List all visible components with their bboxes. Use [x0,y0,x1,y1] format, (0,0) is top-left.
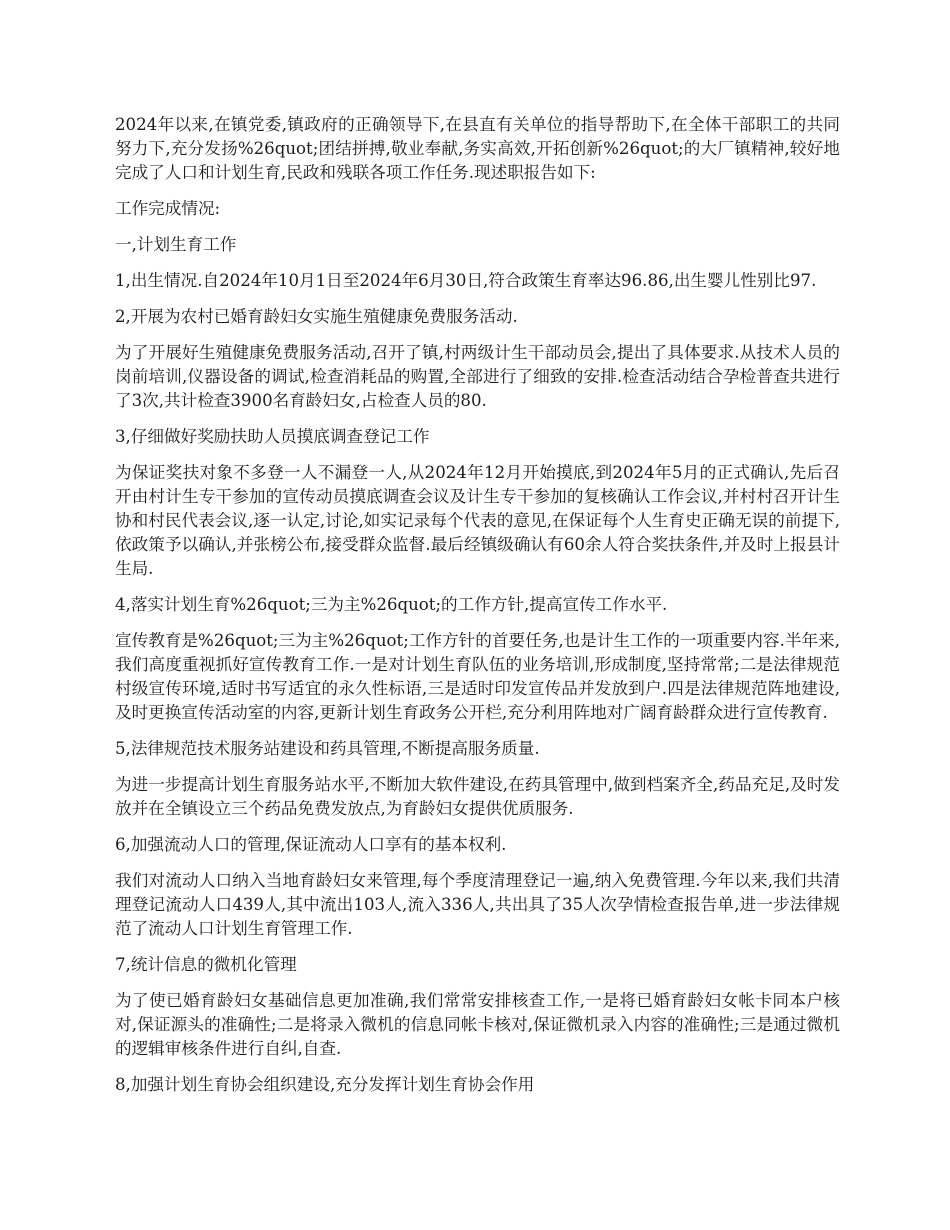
item-2-body: 为了开展好生殖健康免费服务活动,召开了镇,村两级计生干部动员会,提出了具体要求.从技术人员的岗前培训,仪器设备的调试,检查消耗品的购置,全部进行了细致的安排.检查活动结合孕检普查共进行了3次,共计检查3900名育龄妇女,占检查人员的80. [115,343,840,410]
item-4-body: 宣传教育是%26quot;三为主%26quot;工作方针的首要任务,也是计生工作的一项重要内容.半年来,我们高度重视抓好宣传教育工作.一是对计划生育队伍的业务培训,形成制度,坚持常常;二是法律规范村级宣传环境,适时书写适宜的永久性标语,三是适时印发宣传品并发放到户.四是法律规范阵地建设,及时更换宣传活动室的内容,更新计划生育政务公开栏,充分利用阵地对广阔育龄群众进行宣传教育. [115,631,840,722]
item-4-heading: 4,落实计划生育%26quot;三为主%26quot;的工作方针,提高宣传工作水平. [115,595,668,614]
item-6-heading: 6,加强流动人口的管理,保证流动人口享有的基本权利. [115,835,507,854]
item-5-heading: 5,法律规范技术服务站建设和药具管理,不断提高服务质量. [115,739,540,758]
heading-family-planning: 一,计划生育工作 [115,235,237,254]
section-label-work-completion: 工作完成情况: [115,199,221,218]
intro-paragraph: 2024年以来,在镇党委,镇政府的正确领导下,在县直有关单位的指导帮助下,在全体干部职工的共同努力下,充分发扬%26quot;团结拼搏,敬业奉献,务实高效,开拓创新%26quot;的大厂镇精神,较好地完成了人口和计划生育,民政和残联各项工作任务.现述职报告如下: [115,115,840,182]
item-7-body: 为了使已婚育龄妇女基础信息更加准确,我们常常安排核查工作,一是将已婚育龄妇女帐卡同本户核对,保证源头的准确性;二是将录入微机的信息同帐卡核对,保证微机录入内容的准确性;三是通过微机的逻辑审核条件进行自纠,自查. [115,991,840,1058]
item-3-body: 为保证奖扶对象不多登一人不漏登一人,从2024年12月开始摸底,到2024年5月的正式确认,先后召开由村计生专干参加的宣传动员摸底调查会议及计生专干参加的复核确认工作会议,并村村召开计生协和村民代表会议,逐一认定,讨论,如实记录每个代表的意见,在保证每个人生育史正确无误的前提下,依政策予以确认,并张榜公布,接受群众监督.最后经镇级确认有60余人符合奖扶条件,并及时上报县计生局. [115,463,840,578]
item-3-heading: 3,仔细做好奖励扶助人员摸底调查登记工作 [115,427,430,446]
item-1-birth-situation: 1,出生情况.自2024年10月1日至2024年6月30日,符合政策生育率达96.86,出生婴儿性别比97. [115,271,817,290]
document-body [115,113,840,1109]
item-6-body: 我们对流动人口纳入当地育龄妇女来管理,每个季度清理登记一遍,纳入免费管理.今年以来,我们共清理登记流动人口439人,其中流出103人,流入336人,共出具了35人次孕情检查报告单,进一步法律规范了流动人口计划生育管理工作. [115,871,840,938]
item-7-heading: 7,统计信息的微机化管理 [115,955,297,974]
item-2-heading: 2,开展为农村已婚育龄妇女实施生殖健康免费服务活动. [115,307,518,326]
item-5-body: 为进一步提高计划生育服务站水平,不断加大软件建设,在药具管理中,做到档案齐全,药品充足,及时发放并在全镇设立三个药品免费发放点,为育龄妇女提供优质服务. [115,775,840,818]
item-8-heading: 8,加强计划生育协会组织建设,充分发挥计划生育协会作用 [115,1075,535,1094]
